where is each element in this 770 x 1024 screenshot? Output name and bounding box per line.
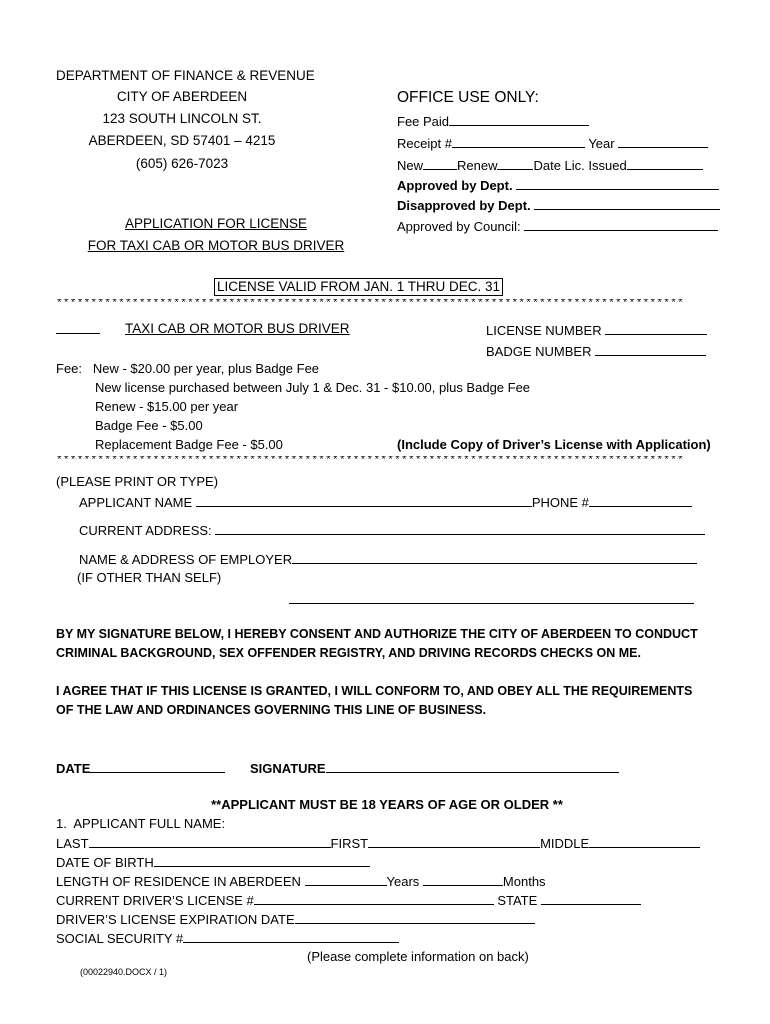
fee-paid-field[interactable]	[397, 114, 589, 128]
license-type-label: TAXI CAB OR MOTOR BUS DRIVER	[125, 321, 350, 336]
first-label: FIRST	[330, 836, 369, 851]
approved-dept-label: Approved by Dept.	[397, 178, 513, 193]
department-name: DEPARTMENT OF FINANCE & REVENUE	[56, 68, 315, 83]
other-than-self-note: (IF OTHER THAN SELF)	[77, 570, 222, 585]
dob-label: DATE OF BIRTH	[56, 855, 154, 870]
residence-label: LENGTH OF RESIDENCE IN ABERDEEN	[56, 874, 301, 889]
state-label: STATE	[497, 893, 538, 908]
current-address-field[interactable]	[79, 523, 705, 537]
consent-line-2: CRIMINAL BACKGROUND, SEX OFFENDER REGISTRY, AND DRIVING RECORDS CHECKS ON ME.	[56, 646, 641, 660]
applicant-name-label: APPLICANT NAME	[79, 495, 193, 510]
full-name-heading: 1. APPLICANT FULL NAME:	[56, 816, 226, 831]
document-id: (00022940.DOCX / 1)	[80, 967, 168, 977]
separator-stars: *******************************************************************************************	[56, 299, 684, 310]
current-address-label: CURRENT ADDRESS:	[79, 523, 212, 538]
new-renew-field[interactable]	[397, 158, 703, 172]
dob-field[interactable]	[56, 855, 370, 869]
applicant-name-field[interactable]	[79, 495, 692, 509]
ssn-label: SOCIAL SECURITY #	[56, 931, 184, 946]
signature-field[interactable]	[250, 761, 619, 775]
license-valid-box	[214, 278, 503, 296]
approved-dept-field[interactable]	[397, 178, 719, 192]
disapproved-dept-label: Disapproved by Dept.	[397, 198, 531, 213]
middle-label: MIDDLE	[540, 836, 590, 851]
months-label: Months	[502, 874, 546, 889]
receipt-label: Receipt #	[397, 136, 452, 151]
license-number-label: LICENSE NUMBER	[486, 323, 602, 338]
years-label: Years	[386, 874, 420, 889]
fee-badge: Badge Fee - $5.00	[95, 418, 203, 433]
approved-council-label: Approved by Council:	[397, 219, 521, 234]
drivers-license-field[interactable]	[56, 893, 641, 907]
employer-field-line2[interactable]	[289, 593, 694, 604]
office-use-title: OFFICE USE ONLY:	[397, 89, 539, 106]
badge-number-field[interactable]	[486, 344, 706, 358]
include-copy-note: (Include Copy of Driver’s License with Application)	[397, 437, 711, 452]
license-expiration-field[interactable]	[56, 912, 535, 926]
print-type-note: (PLEASE PRINT OR TYPE)	[56, 474, 219, 489]
date-label: DATE	[56, 761, 91, 776]
employer-field[interactable]	[79, 552, 697, 566]
license-valid-text: LICENSE VALID FROM JAN. 1 THRU DEC. 31	[217, 279, 501, 294]
renew-label: Renew	[457, 158, 498, 173]
employer-label: NAME & ADDRESS OF EMPLOYER	[79, 552, 293, 567]
fee-new-late: New license purchased between July 1 & Dec. 31 - $10.00, plus Badge Fee	[95, 380, 531, 395]
license-number-field[interactable]	[486, 323, 707, 337]
office-phone: (605) 626-7023	[135, 156, 229, 171]
fee-new: Fee: New - $20.00 per year, plus Badge Fee	[56, 361, 320, 376]
full-name-field[interactable]	[56, 836, 700, 850]
license-type-field[interactable]	[56, 322, 100, 336]
receipt-field[interactable]	[397, 136, 708, 150]
complete-on-back-note: (Please complete information on back)	[307, 949, 529, 964]
badge-number-label: BADGE NUMBER	[486, 344, 592, 359]
disapproved-dept-field[interactable]	[397, 198, 720, 212]
new-label: New	[397, 158, 424, 173]
ssn-field[interactable]	[56, 931, 399, 945]
fee-replacement: Replacement Badge Fee - $5.00	[95, 437, 283, 452]
application-subtitle: FOR TAXI CAB OR MOTOR BUS DRIVER	[87, 238, 345, 253]
approved-council-field[interactable]	[397, 219, 718, 233]
date-issued-label: Date Lic. Issued	[533, 158, 627, 173]
fee-paid-label: Fee Paid	[397, 114, 450, 129]
consent-line-1: BY MY SIGNATURE BELOW, I HEREBY CONSENT AND AUTHORIZE THE CITY OF ABERDEEN TO CONDUCT	[56, 627, 698, 641]
age-requirement: **APPLICANT MUST BE 18 YEARS OF AGE OR OLDER **	[211, 797, 563, 812]
signature-label: SIGNATURE	[250, 761, 326, 776]
date-field[interactable]	[56, 761, 225, 775]
fee-renew: Renew - $15.00 per year	[95, 399, 239, 414]
last-label: LAST	[56, 836, 89, 851]
city-name: CITY OF ABERDEEN	[116, 89, 248, 104]
application-title: APPLICATION FOR LICENSE	[124, 216, 308, 231]
city-state-zip: ABERDEEN, SD 57401 – 4215	[88, 133, 276, 148]
year-label: Year	[588, 136, 615, 151]
street-address: 123 SOUTH LINCOLN ST.	[102, 111, 262, 126]
license-expiration-label: DRIVER’S LICENSE EXPIRATION DATE	[56, 912, 295, 927]
phone-label: PHONE #	[531, 495, 589, 510]
separator-stars-2: *******************************************************************************************	[56, 456, 684, 467]
agree-line-1: I AGREE THAT IF THIS LICENSE IS GRANTED, I WILL CONFORM TO, AND OBEY ALL THE REQUIREMENTS	[56, 684, 693, 698]
residence-field[interactable]	[56, 874, 546, 888]
agree-line-2: OF THE LAW AND ORDINANCES GOVERNING THIS LINE OF BUSINESS.	[56, 703, 487, 717]
drivers-license-label: CURRENT DRIVER’S LICENSE #	[56, 893, 254, 908]
